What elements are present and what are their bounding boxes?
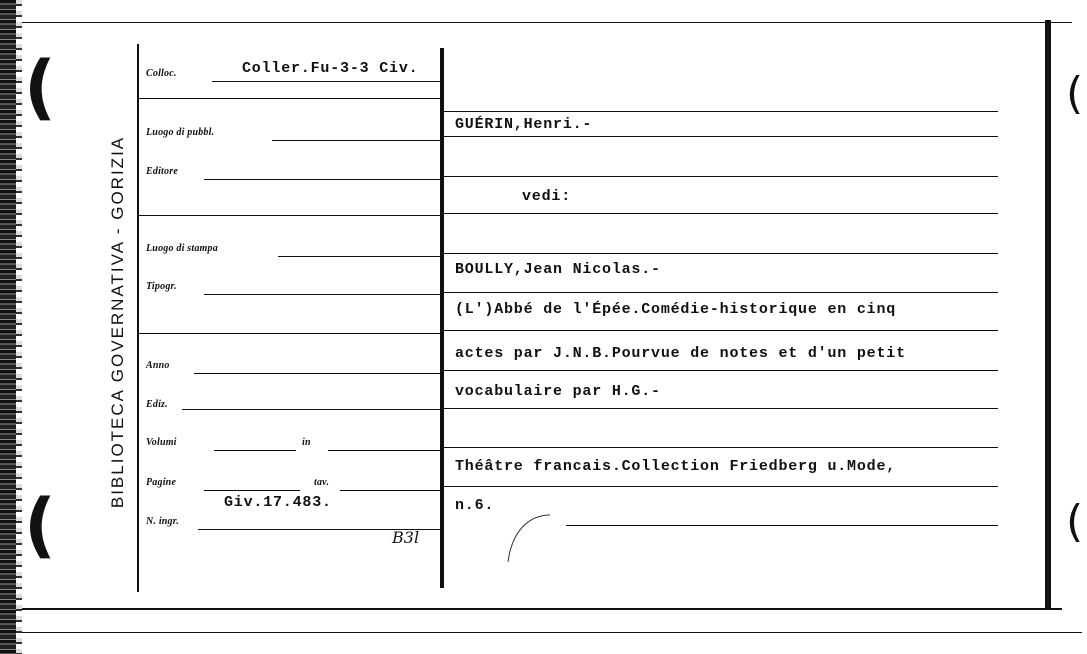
rule-right-5 [442, 253, 998, 254]
label-tipografia: Tipogr. [146, 281, 177, 292]
rule-right-6 [442, 292, 998, 293]
label-collocazione: Colloc. [146, 68, 177, 79]
label-tavole: tav. [314, 477, 330, 488]
value-n-ingresso: Giv.17.483. [224, 494, 332, 511]
entry-title-line-2: actes par J.N.B.Pourvue de notes et d'un petit [455, 345, 906, 362]
entry-title-line-1: (L')Abbé de l'Épée.Comédie-historique en cinq [455, 301, 897, 318]
label-anno: Anno [146, 360, 170, 371]
handwritten-mark: B3l [392, 528, 420, 547]
scan-edge-left [0, 0, 16, 654]
label-luogo-stampa: Luogo di stampa [146, 243, 218, 254]
entry-vedi: vedi: [522, 188, 572, 205]
rule-section-2 [138, 215, 440, 216]
rule-right-7 [442, 330, 998, 331]
punch-hole-mark-bottom-right: ( [1066, 496, 1084, 547]
label-editore: Editore [146, 166, 178, 177]
punch-hole-mark-bottom-left: ( [24, 484, 56, 566]
next-card-edge [22, 632, 1082, 633]
line-anno [194, 373, 440, 374]
rule-right-9 [442, 408, 998, 409]
label-pagine: Pagine [146, 477, 177, 488]
scan-edge-left-inner [16, 0, 22, 654]
card-top-edge [22, 22, 1072, 23]
rule-right-1 [442, 111, 998, 112]
label-in: in [302, 437, 311, 448]
value-collocazione: Coller.Fu-3-3 Civ. [242, 60, 419, 77]
line-tipografia [204, 294, 440, 295]
entry-author: GUÉRIN,Henri.- [455, 116, 593, 133]
label-n-ingresso: N. ingr. [146, 516, 180, 527]
card-right-edge [1045, 20, 1051, 610]
rule-right-12 [566, 525, 998, 526]
label-volumi: Volumi [146, 437, 177, 448]
line-editore [204, 179, 440, 180]
punch-hole-mark-top-right: ( [1066, 68, 1084, 119]
left-column-rule [137, 44, 139, 592]
label-edizione: Ediz. [146, 399, 168, 410]
rule-section-1 [138, 98, 440, 99]
entry-title-line-3: vocabulaire par H.G.- [455, 383, 661, 400]
rule-right-8 [442, 370, 998, 371]
rule-right-11 [442, 486, 998, 487]
rule-section-3 [138, 333, 440, 334]
line-luogo-pubbl [272, 140, 440, 141]
library-name: BIBLIOTECA GOVERNATIVA - GORIZIA [108, 135, 127, 509]
rule-right-2 [442, 136, 998, 137]
line-in [328, 450, 440, 451]
rule-right-10 [442, 447, 998, 448]
entry-series-line-1: Théâtre francais.Collection Friedberg u.Mode, [455, 458, 897, 475]
punch-hole-mark-top-left: ( [24, 46, 56, 128]
line-volumi [214, 450, 296, 451]
pen-stroke [500, 510, 560, 570]
line-collocazione [212, 81, 440, 82]
center-column-rule [440, 48, 444, 588]
card-bottom-edge [22, 608, 1062, 610]
line-edizione [182, 409, 440, 410]
entry-main-author: BOULLY,Jean Nicolas.- [455, 261, 661, 278]
entry-series-line-2: n.6. [455, 497, 495, 514]
rule-right-4 [442, 213, 998, 214]
line-pagine [204, 490, 300, 491]
line-tavole [340, 490, 440, 491]
line-luogo-stampa [278, 256, 440, 257]
label-luogo-pubbl: Luogo di pubbl. [146, 127, 215, 138]
rule-right-3 [442, 176, 998, 177]
